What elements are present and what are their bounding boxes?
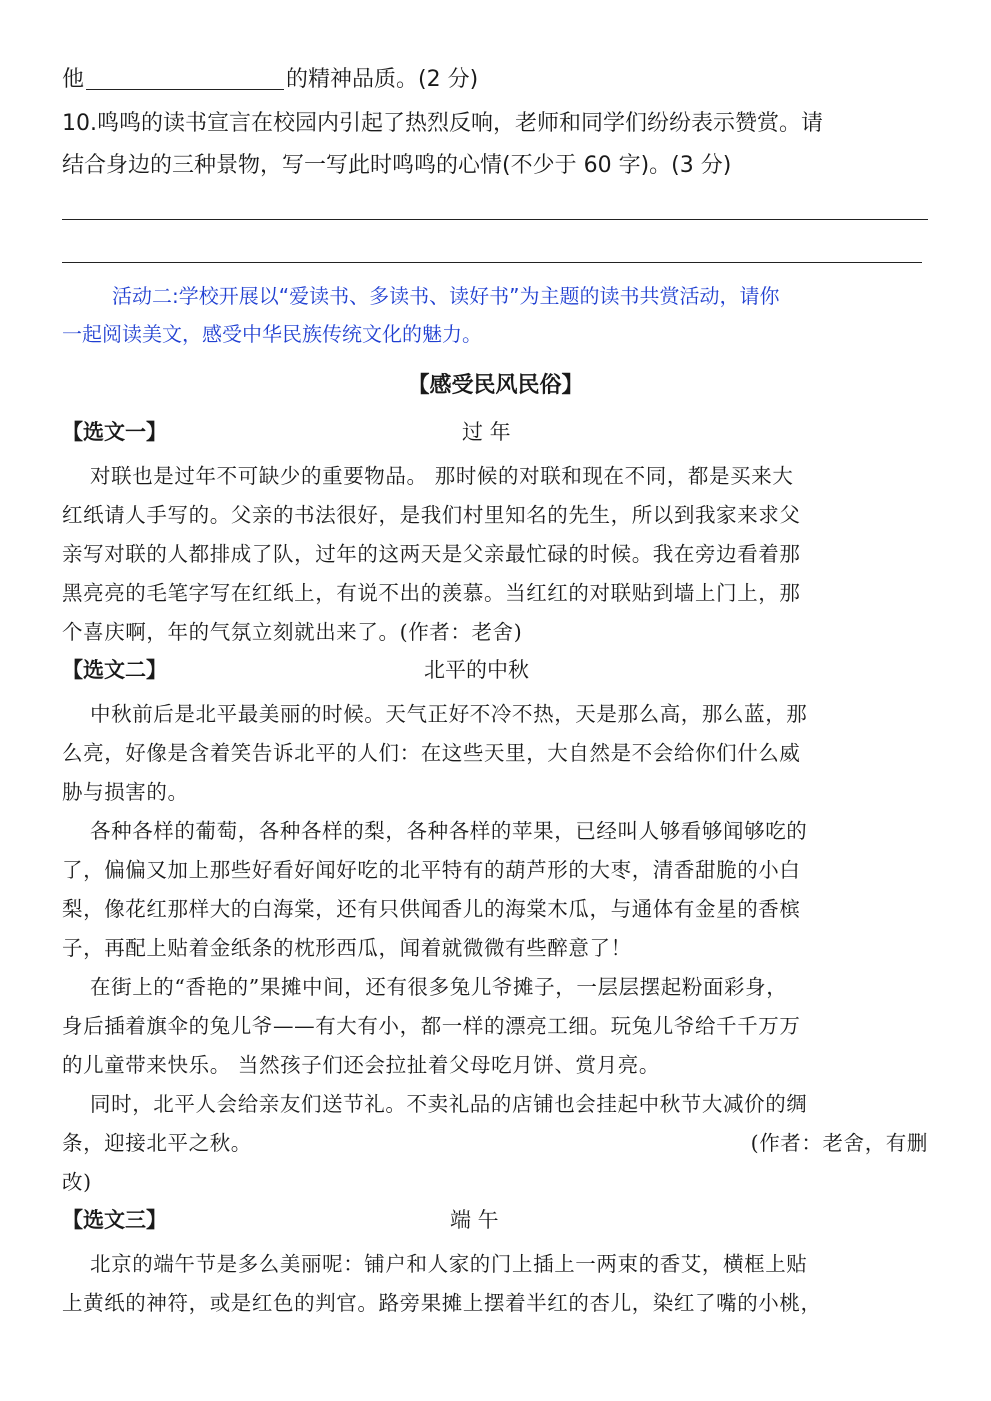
passage2-line: 胁与损害的。 <box>62 780 189 804</box>
passage2-line: 同时，北平人会给亲友们送节礼。不卖礼品的店铺也会挂起中秋节大减价的绸 <box>90 1092 808 1116</box>
passage2-line: 身后插着旗伞的兔儿爷——有大有小，都一样的漂亮工细。玩兔儿爷给千千万万 <box>62 1014 801 1038</box>
passage2-line: 条，迎接北平之秋。 <box>62 1131 252 1155</box>
q9-prefix: 他 <box>62 67 85 92</box>
q9-suffix: 的精神品质。(2 分) <box>286 67 479 92</box>
passage2-line: 各种各样的葡萄，各种各样的梨，各种各样的苹果，已经叫人够看够闻够吃的 <box>90 819 808 843</box>
passage1-line: 红纸请人手写的。父亲的书法很好，是我们村里知名的先生，所以到我家来求父 <box>62 503 801 527</box>
passage1-line: 黑亮亮的毛笔字写在红纸上，有说不出的羡慕。当红红的对联贴到墙上门上，那 <box>62 581 801 605</box>
passage2-line: 在街上的“香艳的”果摊中间，还有很多兔儿爷摊子，一层层摆起粉面彩身， <box>90 975 788 999</box>
q10-line-1: 10.鸣鸣的读书宣言在校园内引起了热烈反响，老师和同学们纷纷表示赞赏。请 <box>62 111 823 136</box>
q9-answer-blank[interactable] <box>86 67 284 90</box>
section-title: 【感受民风民俗】 <box>407 373 584 398</box>
passage2-title: 北平的中秋 <box>424 658 529 682</box>
passage2-line: 了，偏偏又加上那些好看好闻好吃的北平特有的葫芦形的大枣，清香甜脆的小白 <box>62 858 801 882</box>
passage1-label: 【选文一】 <box>62 420 167 444</box>
passage2-line: 么亮，好像是含着笑告诉北平的人们：在这些天里，大自然是不会给你们什么威 <box>62 741 801 765</box>
passage3-label: 【选文三】 <box>62 1208 167 1232</box>
passage2-line: 的儿童带来快乐。 当然孩子们还会拉扯着父母吃月饼、赏月亮。 <box>62 1053 660 1077</box>
passage1-line: 个喜庆啊，年的气氛立刻就出来了。(作者：老舍) <box>62 620 523 644</box>
passage2-label: 【选文二】 <box>62 658 167 682</box>
passage2-credit: (作者：老舍，有删 <box>750 1131 928 1155</box>
passage2-line: 梨，像花红那样大的白海棠，还有只供闻香儿的海棠木瓜，与通体有金星的香槟 <box>62 897 801 921</box>
passage2-line: 子，再配上贴着金纸条的枕形西瓜，闻着就微微有些醉意了！ <box>62 936 632 960</box>
q10-answer-line-1[interactable] <box>62 219 928 220</box>
passage1-line: 亲写对联的人都排成了队，过年的这两天是父亲最忙碌的时候。我在旁边看着那 <box>62 542 801 566</box>
q10-line-2: 结合身边的三种景物，写一写此时鸣鸣的心情(不少于 60 字)。(3 分) <box>62 153 732 178</box>
passage1-line: 对联也是过年不可缺少的重要物品。 那时候的对联和现在不同，都是买来大 <box>90 464 794 488</box>
passage2-line: 中秋前后是北平最美丽的时候。天气正好不冷不热，天是那么高，那么蓝，那 <box>90 702 808 726</box>
activity2-line-2: 一起阅读美文，感受中华民族传统文化的魅力。 <box>62 322 482 346</box>
passage3-line: 上黄纸的神符，或是红色的判官。路旁果摊上摆着半红的杏儿，染红了嘴的小桃， <box>62 1291 822 1315</box>
passage3-title: 端 午 <box>450 1208 499 1232</box>
passage1-title: 过 年 <box>462 420 511 444</box>
q9-answer-line <box>62 62 478 93</box>
activity2-line-1: 活动二:学校开展以“爱读书、多读书、读好书”为主题的读书共赏活动，请你 <box>112 284 780 308</box>
passage2-line: 改) <box>62 1170 92 1194</box>
passage3-line: 北京的端午节是多么美丽呢：铺户和人家的门上插上一两束的香艾，横框上贴 <box>90 1252 808 1276</box>
q10-answer-line-2[interactable] <box>62 262 922 263</box>
